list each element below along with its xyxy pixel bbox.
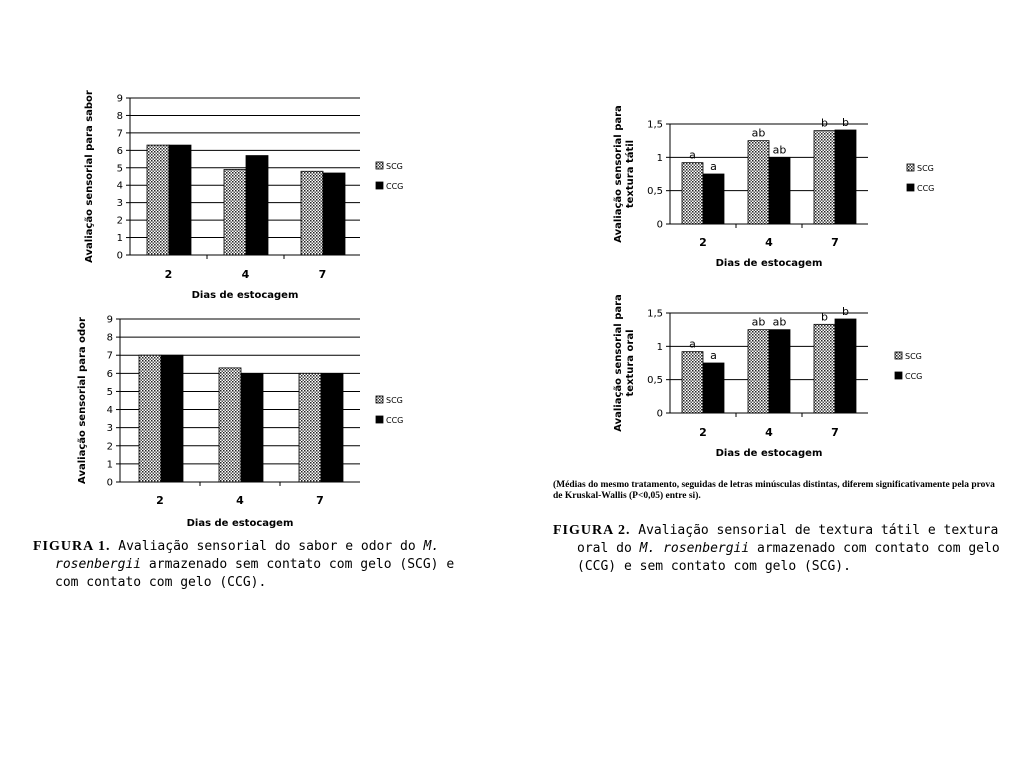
- figure-2-label: FIGURA 2.: [553, 523, 631, 538]
- y-tick-label: 7: [106, 350, 113, 362]
- y-axis-title: Avaliação sensorial para odor: [77, 317, 88, 484]
- x-tick-label: 7: [318, 268, 327, 281]
- legend-swatch-ccg: [895, 372, 902, 379]
- x-tick-label: 4: [236, 494, 244, 507]
- significance-letter: a: [710, 160, 717, 173]
- x-tick-label: 7: [316, 494, 324, 507]
- y-tick-label: 0: [656, 219, 663, 231]
- legend-label-ccg: CCG: [905, 372, 923, 381]
- y-tick-label: 8: [116, 110, 123, 122]
- figure-2-caption: [553, 522, 1022, 576]
- x-tick-label: 7: [831, 236, 839, 249]
- bar-scg-day-7: [299, 373, 321, 482]
- y-tick-label: 0: [106, 477, 113, 489]
- legend-swatch-ccg: [376, 182, 383, 189]
- y-axis-title: Avaliação sensorial para sabor: [84, 90, 95, 263]
- legend-swatch-scg: [376, 162, 383, 169]
- y-tick-label: 6: [106, 368, 113, 380]
- bar-scg-day-2: [139, 355, 161, 482]
- bar-ccg-day-7: [835, 130, 856, 224]
- significance-letter: ab: [751, 126, 766, 140]
- x-axis-title: Dias de estocagem: [191, 290, 299, 301]
- chart-odor: [70, 312, 404, 532]
- legend-swatch-scg: [895, 352, 902, 359]
- x-tick-label: 2: [164, 268, 173, 281]
- bar-scg-day-7: [301, 171, 323, 255]
- bar-scg-day-4: [224, 170, 246, 255]
- legend-label-scg: SCG: [905, 352, 922, 361]
- bar-scg-day-4: [219, 368, 241, 482]
- figure-2-text-b: armazenado com contato com gelo (CCG) e sem contato com gelo (SCG).: [577, 541, 1000, 574]
- y-axis-title: Avaliação sensorial para: [613, 105, 624, 243]
- y-tick-label: 4: [116, 180, 123, 192]
- legend-label-scg: SCG: [386, 162, 403, 171]
- y-axis-title: Avaliação sensorial para: [613, 294, 624, 432]
- chart-sabor: [70, 88, 404, 302]
- figure-1-text-a: Avaliação sensorial do sabor e odor do: [110, 539, 424, 554]
- figure-1-text-b: armazenado sem contato com gelo (SCG) e com contato com gelo (CCG).: [55, 557, 455, 590]
- chart-textura-oral: [605, 292, 950, 462]
- bar-scg-day-4: [748, 330, 769, 413]
- y-tick-label: 5: [116, 163, 123, 175]
- y-tick-label: 1: [106, 459, 113, 471]
- figure-1-caption: [33, 538, 475, 592]
- y-tick-label: 3: [116, 198, 123, 210]
- figure-2-text-a: Avaliação sensorial de textura tátil e textura oral do: [577, 523, 999, 556]
- bar-scg-day-7: [814, 131, 835, 224]
- y-tick-label: 1: [116, 233, 123, 245]
- bar-scg-day-7: [814, 324, 835, 413]
- legend-label-scg: SCG: [386, 396, 403, 405]
- y-tick-label: 4: [106, 405, 113, 417]
- legend-swatch-ccg: [907, 184, 914, 191]
- bar-scg-day-4: [748, 141, 769, 224]
- y-axis-title: textura oral: [625, 329, 636, 397]
- bar-ccg-day-2: [703, 363, 724, 413]
- legend-label-ccg: CCG: [386, 416, 404, 425]
- y-tick-label: 3: [106, 423, 113, 435]
- bar-scg-day-2: [682, 163, 703, 224]
- y-tick-label: 1,5: [647, 119, 663, 131]
- bar-ccg-day-2: [169, 145, 191, 255]
- bar-ccg-day-4: [769, 330, 790, 413]
- y-tick-label: 0: [656, 408, 663, 420]
- bar-ccg-day-4: [769, 157, 790, 224]
- bar-ccg-day-7: [835, 319, 856, 413]
- bar-ccg-day-2: [161, 355, 183, 482]
- y-tick-label: 2: [106, 441, 113, 453]
- y-tick-label: 9: [116, 93, 123, 105]
- significance-letter: a: [689, 148, 696, 162]
- chart-textura-tatil: [605, 100, 950, 272]
- significance-letter: ab: [751, 315, 766, 329]
- y-tick-label: 2: [116, 215, 123, 227]
- x-tick-label: 2: [156, 494, 164, 507]
- x-axis-title: Dias de estocagem: [715, 258, 823, 269]
- significance-letter: b: [821, 116, 828, 130]
- x-tick-label: 4: [241, 268, 250, 281]
- figure-2-species: M. rosenbergii: [639, 541, 750, 556]
- legend-label-ccg: CCG: [917, 184, 935, 193]
- significance-letter: b: [821, 310, 828, 324]
- y-axis-title: textura tátil: [625, 139, 636, 209]
- figure-2-note: (Médias do mesmo tratamento, seguidas de letras minúsculas distintas, diferem significativamente pela prova de Kruskal-Wallis (P<0,05) entre si).: [553, 480, 995, 501]
- significance-letter: ab: [772, 143, 787, 157]
- significance-letter: ab: [772, 315, 787, 329]
- x-tick-label: 7: [831, 426, 839, 439]
- y-tick-label: 9: [106, 314, 113, 326]
- figure-1-label: FIGURA 1.: [33, 539, 111, 554]
- x-tick-label: 2: [699, 426, 707, 439]
- significance-letter: b: [842, 305, 849, 318]
- x-axis-title: Dias de estocagem: [715, 448, 823, 459]
- significance-letter: b: [842, 116, 849, 129]
- legend-label-ccg: CCG: [386, 182, 404, 191]
- significance-letter: a: [710, 349, 717, 362]
- bar-ccg-day-7: [323, 173, 345, 255]
- x-tick-label: 4: [765, 236, 773, 249]
- y-tick-label: 1: [656, 152, 663, 164]
- figure-1-species: M. rosenbergii: [55, 539, 440, 572]
- bar-ccg-day-4: [241, 373, 263, 482]
- y-tick-label: 0: [116, 250, 123, 262]
- legend-swatch-scg: [376, 396, 383, 403]
- y-tick-label: 5: [106, 386, 113, 398]
- legend-label-scg: SCG: [917, 164, 934, 173]
- y-tick-label: 0,5: [647, 186, 663, 198]
- bar-ccg-day-7: [321, 373, 343, 482]
- significance-letter: a: [689, 337, 696, 351]
- legend-swatch-ccg: [376, 416, 383, 423]
- y-tick-label: 1,5: [647, 308, 663, 320]
- bar-ccg-day-4: [246, 156, 268, 255]
- y-tick-label: 8: [106, 332, 113, 344]
- y-tick-label: 7: [116, 128, 123, 140]
- bar-ccg-day-2: [703, 174, 724, 224]
- x-tick-label: 2: [699, 236, 707, 249]
- y-tick-label: 1: [656, 341, 663, 353]
- x-axis-title: Dias de estocagem: [186, 518, 294, 529]
- x-tick-label: 4: [765, 426, 773, 439]
- legend-swatch-scg: [907, 164, 914, 171]
- bar-scg-day-2: [147, 145, 169, 255]
- y-tick-label: 6: [116, 145, 123, 157]
- y-tick-label: 0,5: [647, 375, 663, 387]
- bar-scg-day-2: [682, 352, 703, 413]
